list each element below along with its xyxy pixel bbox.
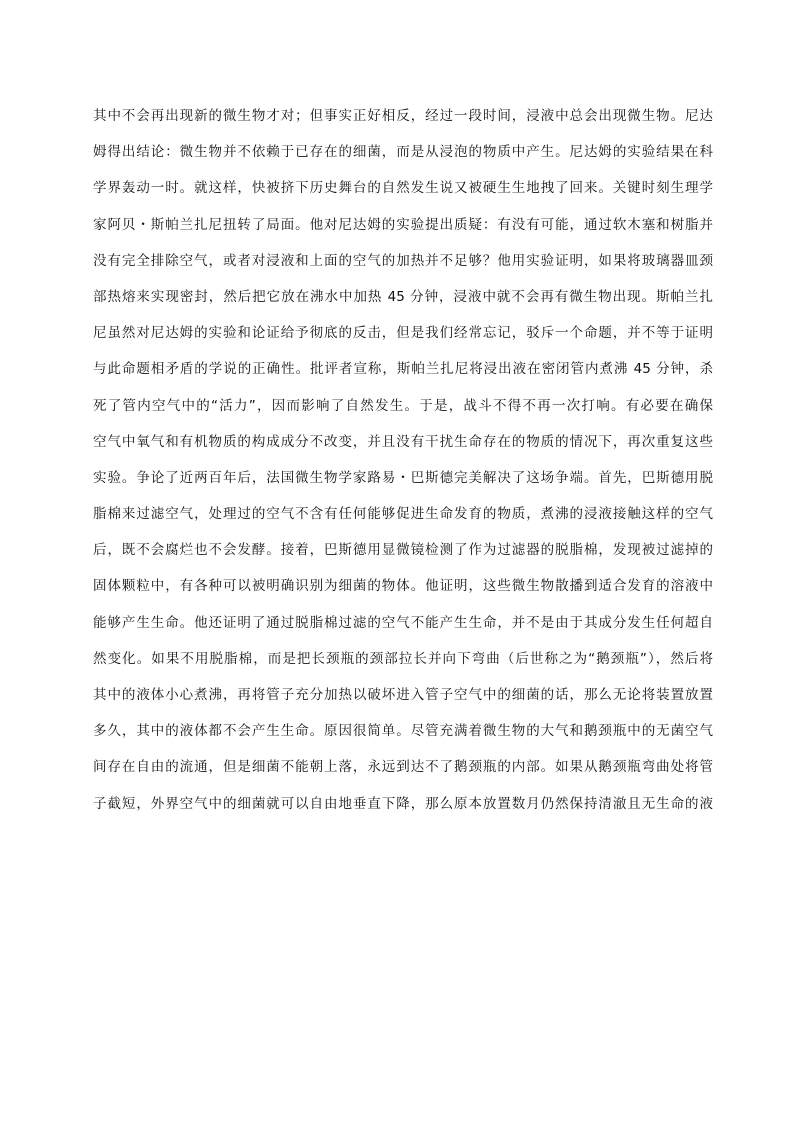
text-line: 家阿贝・斯帕兰扎尼扭转了局面。他对尼达姆的实验提出质疑：有没有可能，通过软木塞和树脂并 [93, 216, 713, 233]
text-line: 死了管内空气中的“活力”，因而影响了自然发生。于是，战斗不得不再一次打响。有必要在确保 [93, 397, 713, 414]
text-line: 子截短，外界空气中的细菌就可以自由地垂直下降，那么原本放置数月仍然保持清澈且无生命的液 [93, 795, 713, 812]
body-text [93, 98, 713, 822]
text-line: 空气中氧气和有机物质的构成成分不改变，并且没有干扰生命存在的物质的情况下，再次重复这些 [93, 433, 713, 450]
text-line: 与此命题相矛盾的学说的正确性。批评者宣称，斯帕兰扎尼将浸出液在密闭管内煮沸 45 分钟，杀 [93, 361, 713, 378]
text-line: 尼虽然对尼达姆的实验和论证给予彻底的反击，但是我们经常忘记，驳斥一个命题，并不等于证明 [93, 325, 713, 342]
text-line: 没有完全排除空气，或者对浸液和上面的空气的加热并不足够？他用实验证明，如果将玻璃器皿颈 [93, 252, 713, 269]
text-line: 部热熔来实现密封，然后把它放在沸水中加热 45 分钟，浸液中就不会再有微生物出现。斯帕兰扎 [93, 288, 713, 305]
text-line: 后，既不会腐烂也不会发酵。接着，巴斯德用显微镜检测了作为过滤器的脱脂棉，发现被过滤掉的 [93, 542, 713, 559]
text-line: 脂棉来过滤空气，处理过的空气不含有任何能够促进生命发育的物质，煮沸的浸液接触这样的空气 [93, 506, 713, 523]
text-line: 姆得出结论：微生物并不依赖于已存在的细菌，而是从浸泡的物质中产生。尼达姆的实验结果在科 [93, 144, 713, 161]
text-line: 其中不会再出现新的微生物才对；但事实正好相反，经过一段时间，浸液中总会出现微生物。尼达 [93, 108, 713, 124]
text-line: 实验。争论了近两百年后，法国微生物学家路易・巴斯德完美解决了这场争端。首先，巴斯德用脱 [93, 469, 713, 486]
text-line: 固体颗粒中，有各种可以被明确识别为细菌的物体。他证明，这些微生物散播到适合发育的溶液中 [93, 578, 713, 595]
text-line: 然变化。如果不用脱脂棉，而是把长颈瓶的颈部拉长并向下弯曲（后世称之为“鹅颈瓶”），然后将 [93, 650, 713, 667]
text-line: 学界轰动一时。就这样，快被挤下历史舞台的自然发生说又被硬生生地拽了回来。关键时刻生理学 [93, 180, 713, 197]
text-line: 其中的液体小心煮沸，再将管子充分加热以破坏进入管子空气中的细菌的话，那么无论将装置放置 [93, 687, 713, 703]
text-line: 多久，其中的液体都不会产生生命。原因很简单。尽管充满着微生物的大气和鹅颈瓶中的无菌空气 [93, 723, 713, 740]
text-line: 能够产生生命。他还证明了通过脱脂棉过滤的空气不能产生生命，并不是由于其成分发生任何超自 [93, 614, 713, 631]
text-line: 间存在自由的流通，但是细菌不能朝上落，永远到达不了鹅颈瓶的内部。如果从鹅颈瓶弯曲处将管 [93, 759, 713, 776]
